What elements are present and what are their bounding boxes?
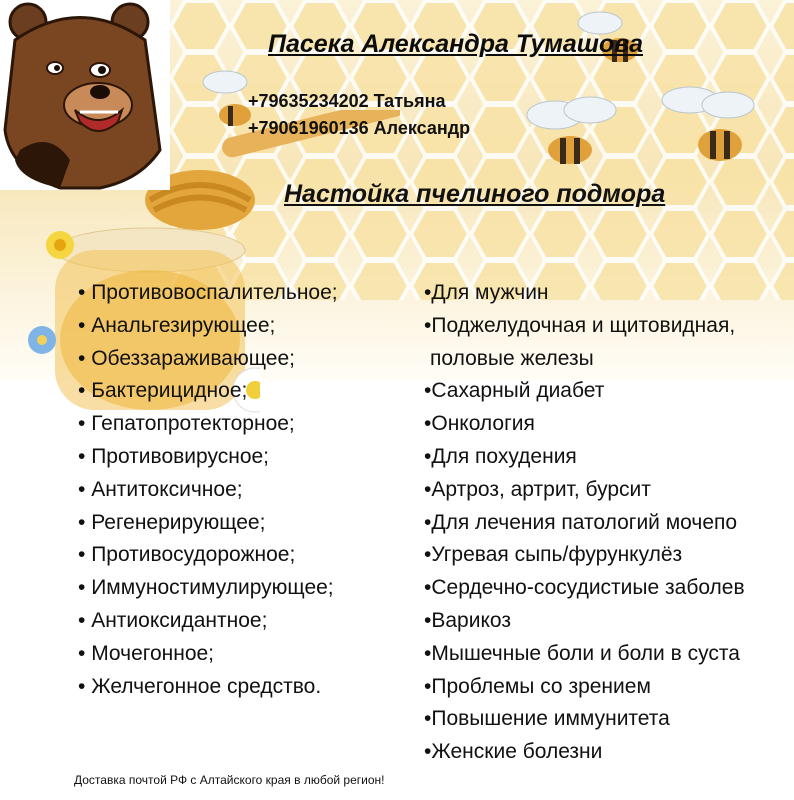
property-item: • Мочегонное;: [78, 638, 338, 671]
use-item: • Для мужчин: [424, 277, 794, 310]
use-item: • Угревая сыпь/фурункулёз: [424, 539, 794, 572]
delivery-note: Доставка почтой РФ с Алтайского края в любой регион!: [74, 773, 385, 787]
property-item: • Антиоксидантное;: [78, 605, 338, 638]
property-item: • Бактерицидное;: [78, 375, 338, 408]
property-item: • Противосудорожное;: [78, 539, 338, 572]
apiary-title: Пасека Александра Тумашова: [268, 30, 643, 58]
use-item: • Проблемы со зрением: [424, 671, 794, 704]
use-item: • Сахарный диабет: [424, 375, 794, 408]
uses-list: [424, 277, 794, 769]
use-item-continuation: половые железы: [430, 346, 594, 370]
use-item: • Онкология: [424, 408, 794, 441]
property-item: • Обеззараживающее;: [78, 343, 338, 376]
contact-phone-alexander[interactable]: +79061960136 Александр: [248, 118, 471, 138]
use-item: • Сердечно-сосудистиые заболев: [424, 572, 794, 605]
bee-illustration: [650, 75, 760, 175]
contact-phone-tatyana[interactable]: +79635234202 Татьяна: [248, 91, 446, 111]
contact-block: [248, 88, 470, 142]
use-item: • Варикоз: [424, 605, 794, 638]
property-item: • Анальгезирующее;: [78, 310, 338, 343]
property-item: • Гепатопротекторное;: [78, 408, 338, 441]
use-item: • Повышение иммунитета: [424, 703, 794, 736]
use-item: • Женские болезни: [424, 736, 794, 769]
property-item: • Антитоксичное;: [78, 474, 338, 507]
use-item: • Поджелудочная и щитовидная,: [424, 310, 794, 343]
use-item: • Мышечные боли и боли в суста: [424, 638, 794, 671]
property-item: • Противовирусное;: [78, 441, 338, 474]
property-item: • Противовоспалительное;: [78, 277, 338, 310]
bee-illustration: [520, 90, 630, 180]
bear-logo: [0, 0, 170, 190]
use-item: • Артроз, артрит, бурсит: [424, 474, 794, 507]
product-heading: Настойка пчелиного подмора: [284, 180, 666, 208]
use-item: • Для похудения: [424, 441, 794, 474]
property-item: • Регенерирующее;: [78, 507, 338, 540]
property-item: • Иммуностимулирующее;: [78, 572, 338, 605]
property-item: • Желчегонное средство.: [78, 671, 338, 704]
use-item: • Для лечения патологий мочепо: [424, 507, 794, 540]
properties-list: [78, 277, 338, 703]
